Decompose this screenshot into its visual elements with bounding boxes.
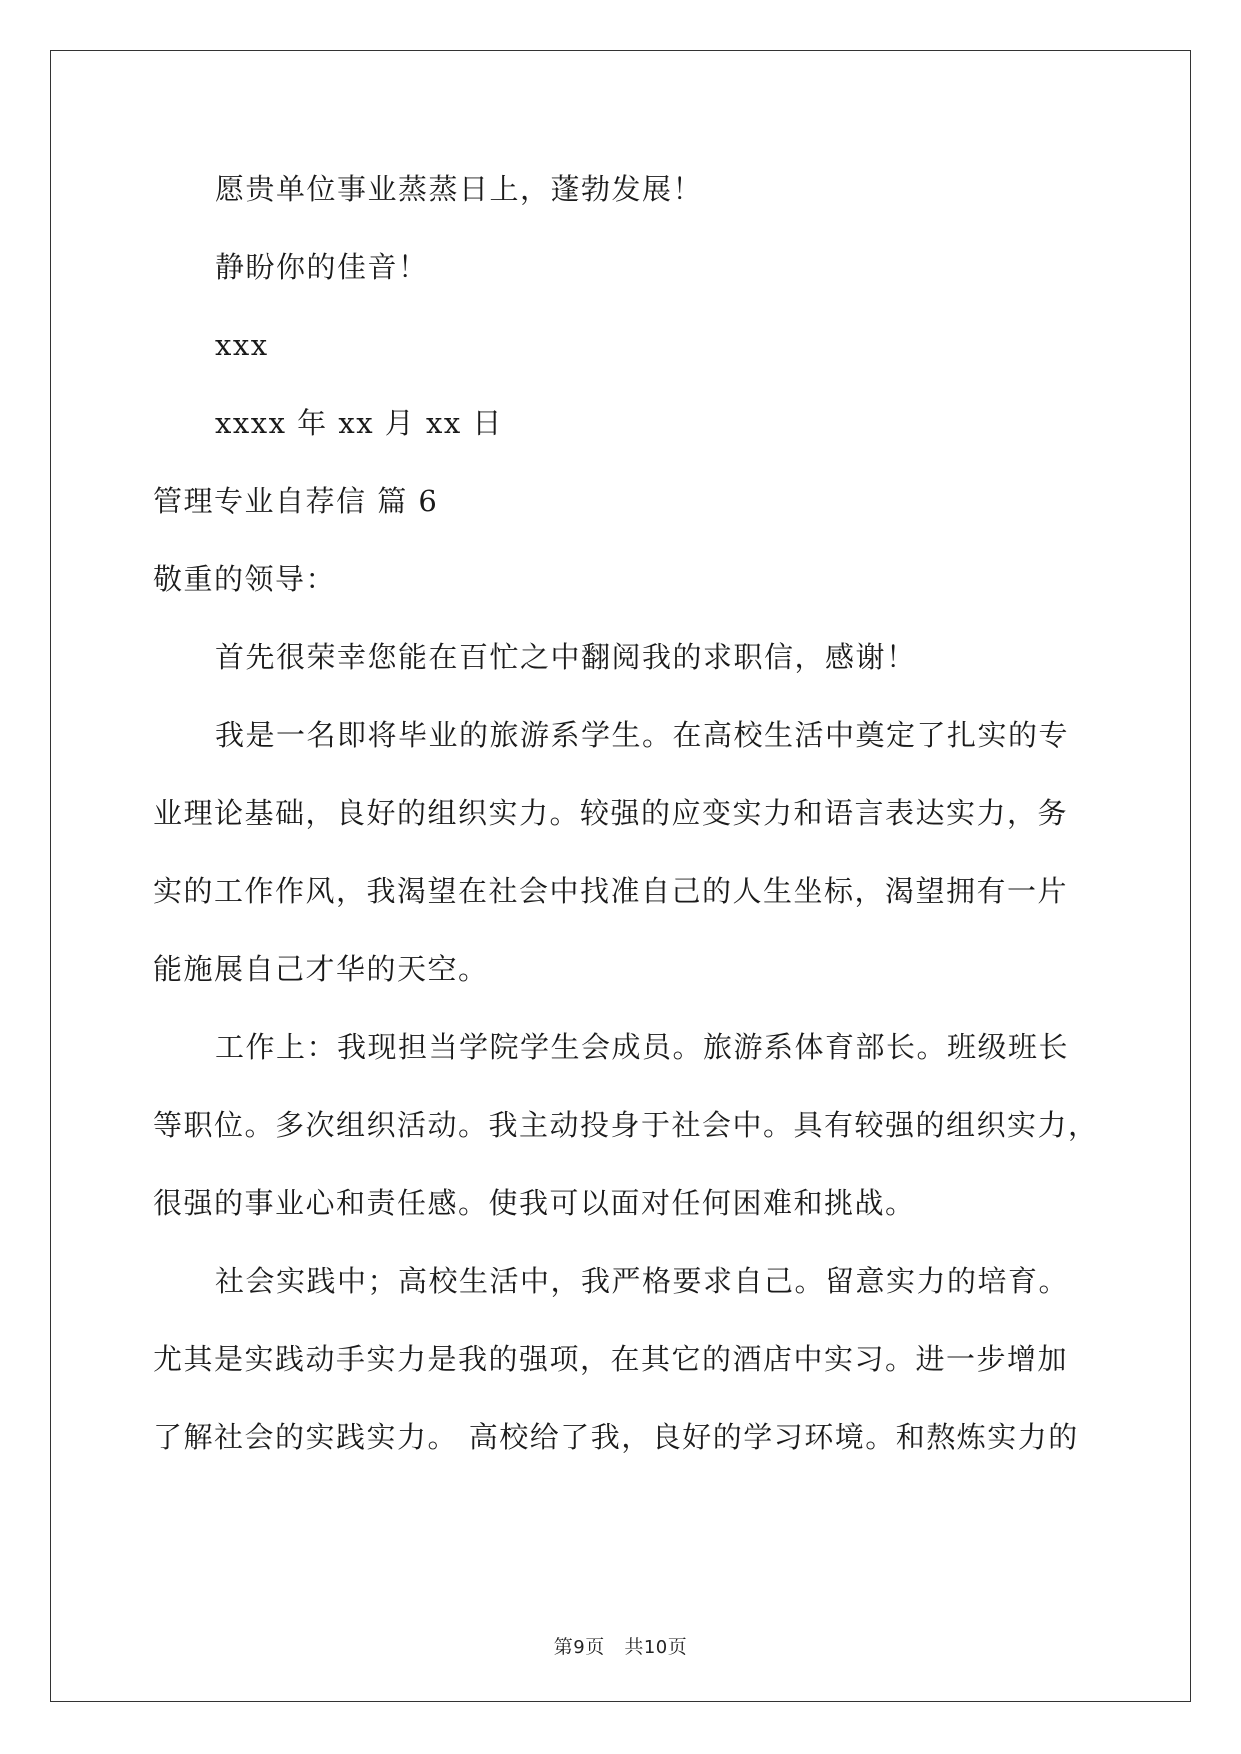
- signature-name: xxx: [215, 328, 269, 362]
- paragraph-line: 首先很荣幸您能在百忙之中翻阅我的求职信，感谢！: [215, 640, 917, 674]
- paragraph-line: 业理论基础，良好的组织实力。较强的应变实力和语言表达实力，务: [153, 796, 1069, 830]
- footer-prefix: 第: [553, 1636, 574, 1658]
- paragraph-line: 尤其是实践动手实力是我的强项，在其它的酒店中实习。进一步增加: [153, 1342, 1069, 1376]
- paragraph-line: 等职位。多次组织活动。我主动投身于社会中。具有较强的组织实力，: [153, 1108, 1099, 1142]
- paragraph-line: 我是一名即将毕业的旅游系学生。在高校生活中奠定了扎实的专: [215, 718, 1070, 752]
- paragraph-line: 工作上：我现担当学院学生会成员。旅游系体育部长。班级班长: [215, 1030, 1070, 1064]
- paragraph-line: 很强的事业心和责任感。使我可以面对任何困难和挑战。: [153, 1186, 916, 1220]
- signature-date: xxxx 年 xx 月 xx 日: [215, 406, 503, 440]
- paragraph-line: 社会实践中；高校生活中，我严格要求自己。留意实力的培育。: [215, 1264, 1070, 1298]
- footer-suffix: 页: [667, 1636, 688, 1658]
- footer-mid: 页 共: [585, 1636, 644, 1658]
- closing-await: 静盼你的佳音！: [215, 250, 429, 284]
- footer-total-pages: 10: [643, 1637, 668, 1658]
- salutation: 敬重的领导：: [153, 562, 337, 596]
- footer-current-page: 9: [573, 1637, 586, 1658]
- section-title: 管理专业自荐信 篇 6: [153, 484, 439, 518]
- closing-wish: 愿贵单位事业蒸蒸日上，蓬勃发展！: [215, 172, 704, 206]
- document-body: [153, 150, 1099, 1476]
- paragraph-line: 实的工作作风，我渴望在社会中找准自己的人生坐标，渴望拥有一片: [153, 874, 1069, 908]
- paragraph-line: 了解社会的实践实力。 高校给了我，良好的学习环境。和熬炼实力的: [153, 1420, 1079, 1454]
- page-footer: [0, 1632, 1241, 1659]
- paragraph-line: 能施展自己才华的天空。: [153, 952, 489, 986]
